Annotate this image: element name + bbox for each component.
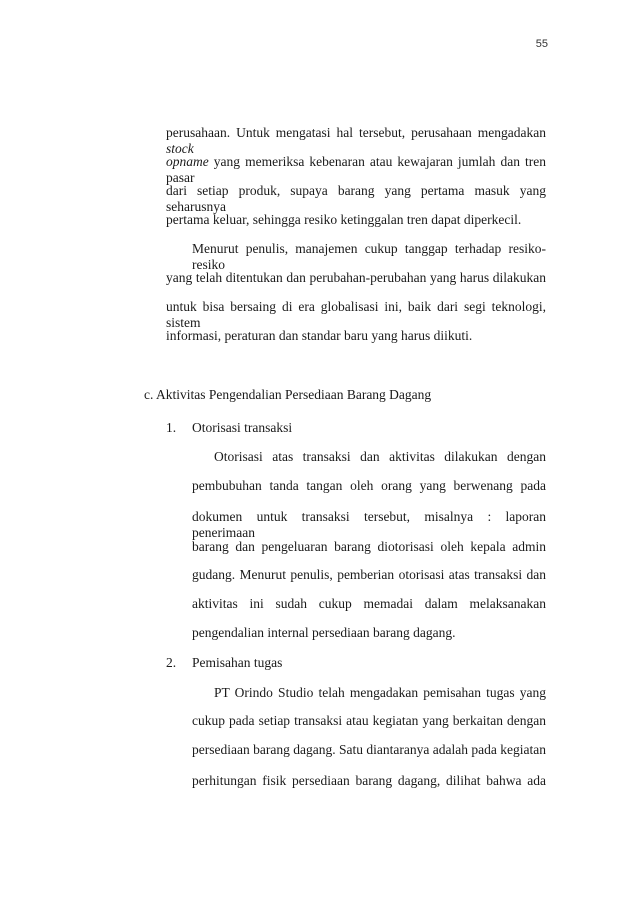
paragraph-line: cukup pada setiap transaksi atau kegiatan yang berkaitan dengan	[192, 713, 546, 728]
paragraph-line: gudang. Menurut penulis, pemberian otorisasi atas transaksi dan	[192, 567, 546, 582]
paragraph-line: pengendalian internal persediaan barang dagang.	[192, 625, 456, 640]
paragraph-line: dokumen untuk transaksi tersebut, misalnya : laporan penerimaan	[192, 509, 546, 540]
paragraph-line: perhitungan fisik persediaan barang dagang, dilihat bahwa ada	[192, 773, 546, 788]
paragraph-line: dari setiap produk, supaya barang yang pertama masuk yang seharusnya	[166, 183, 546, 214]
list-item-title: Otorisasi transaksi	[192, 420, 293, 435]
paragraph-line: perusahaan. Untuk mengatasi hal tersebut, perusahaan mengadakan stock	[166, 125, 546, 156]
paragraph-line: Menurut penulis, manajemen cukup tanggap terhadap resiko-resiko	[192, 241, 546, 272]
section-heading: c. Aktivitas Pengendalian Persediaan Barang Dagang	[144, 387, 432, 402]
paragraph-line: opname yang memeriksa kebenaran atau kewajaran jumlah dan tren pasar	[166, 154, 546, 185]
paragraph-line: untuk bisa bersaing di era globalisasi ini, baik dari segi teknologi, sistem	[166, 299, 546, 330]
paragraph-line: persediaan barang dagang. Satu diantaranya adalah pada kegiatan	[192, 742, 546, 757]
list-number: 1.	[166, 420, 177, 435]
paragraph-line: aktivitas ini sudah cukup memadai dalam melaksanakan	[192, 596, 546, 611]
list-number: 2.	[166, 655, 177, 670]
paragraph-line: pembubuhan tanda tangan oleh orang yang berwenang pada	[192, 478, 546, 493]
paragraph-line: PT Orindo Studio telah mengadakan pemisahan tugas yang	[214, 685, 546, 700]
paragraph-line: barang dan pengeluaran barang diotorisasi oleh kepala admin	[192, 539, 546, 554]
list-item-title: Pemisahan tugas	[192, 655, 283, 670]
page-number: 55	[535, 38, 548, 50]
paragraph-line: yang telah ditentukan dan perubahan-perubahan yang harus dilakukan	[166, 270, 546, 285]
paragraph-line: Otorisasi atas transaksi dan aktivitas dilakukan dengan	[214, 449, 546, 464]
paragraph-line: informasi, peraturan dan standar baru yang harus diikuti.	[166, 328, 473, 343]
paragraph-line: pertama keluar, sehingga resiko ketinggalan tren dapat diperkecil.	[166, 212, 522, 227]
